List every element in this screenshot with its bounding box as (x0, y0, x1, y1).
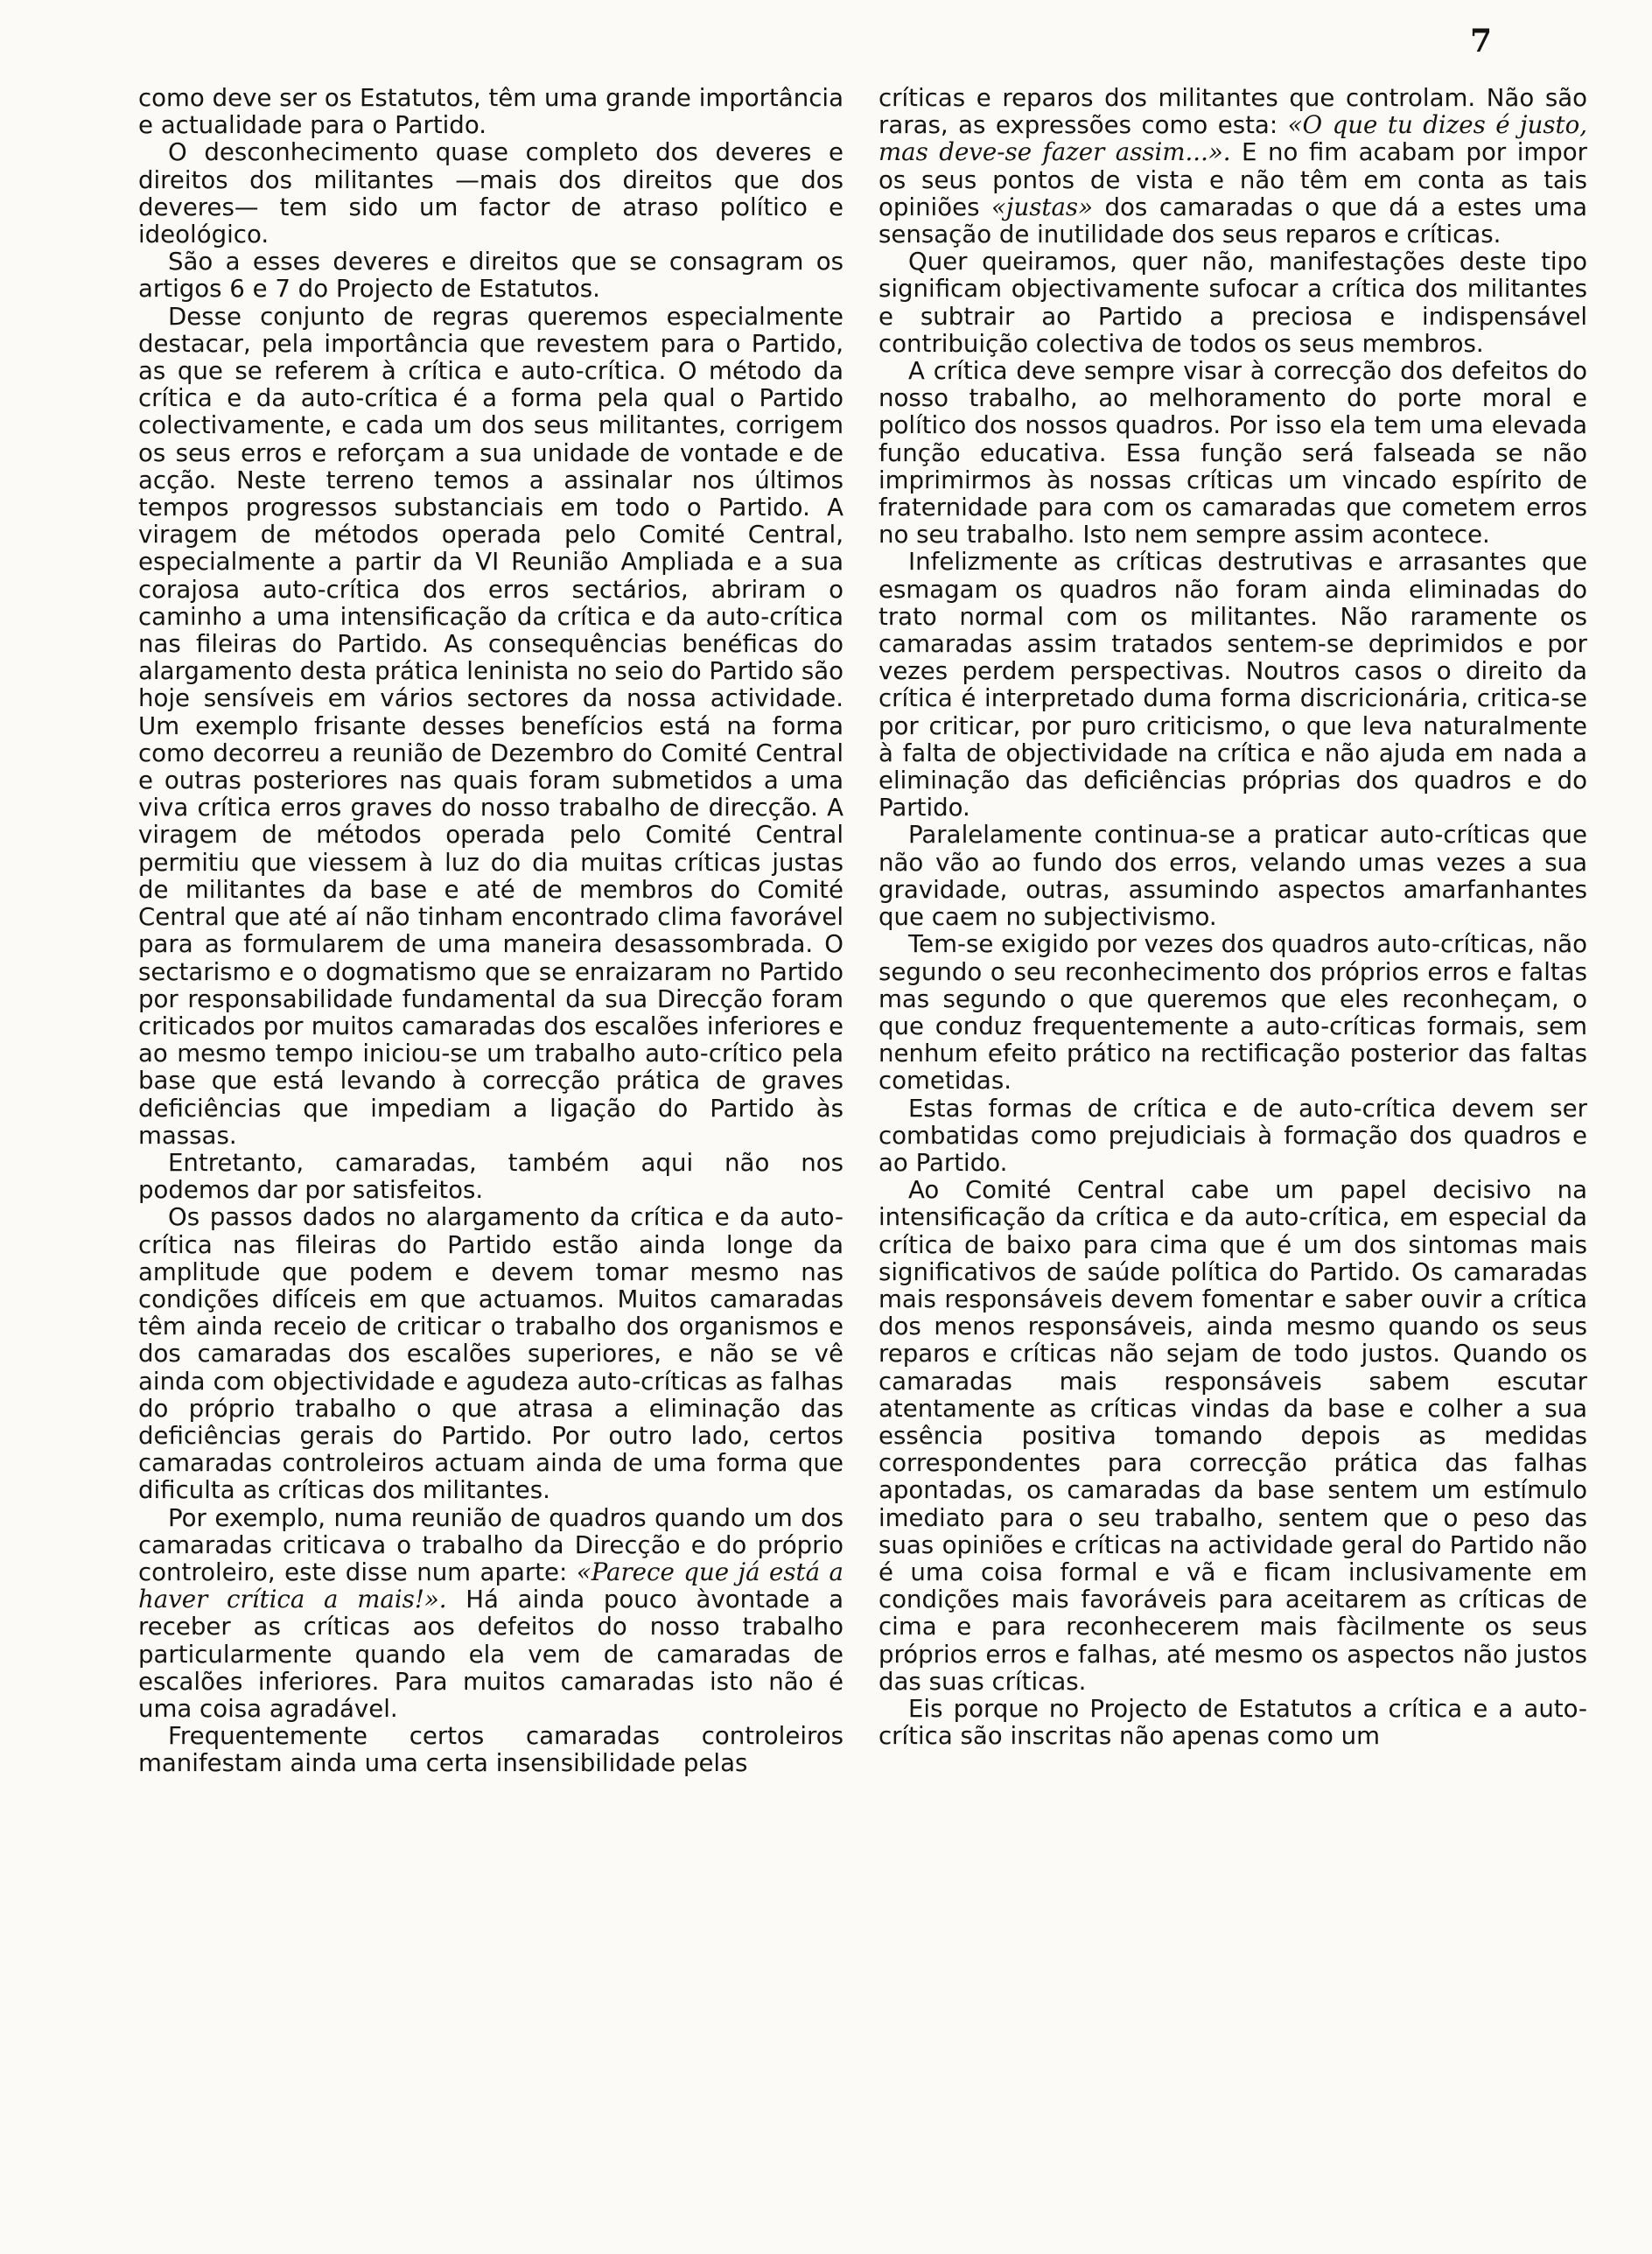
paragraph: Entretanto, camaradas, também aqui não nos podemos dar por satisfeitos. (138, 1147, 844, 1205)
paragraph: Infelizmente as críticas destrutivas e arrasantes que esmagam os quadros não foram ainda eliminadas do trato normal com os militantes. Não raramente os camaradas assim tratados sentem-se deprimidos e por vezes perdem perspectivas. Noutros casos o direito da crítica é interpretado duma forma discricionária, critica-se por criticar, por puro criticismo, o que leva naturalmente à falta de objectividade na crítica e não ajuda em nada a eliminação das deficiências próprias dos quadros e do Partido. (878, 547, 1587, 822)
text-run: E no fim acabam por impor os seus pontos de vista e não têm em conta as tais opiniões (878, 137, 1587, 221)
italic-quote: «O que tu dizes é justo, mas deve-se fazer assim...». (878, 110, 1587, 167)
italic-quote: «justas» (991, 192, 1093, 221)
text-run: Por exemplo, numa reunião de quadros quando um dos camaradas criticava o trabalho da Direcção e do próprio controleiro, este disse num aparte: (138, 1502, 844, 1586)
text-run: dos camaradas o que dá a estes uma sensação de inutilidade dos seus reparos e críticas. (878, 192, 1587, 249)
page-number: 7 (1470, 23, 1493, 60)
paragraph: Desse conjunto de regras queremos especialmente destacar, pela importância que revestem para o Partido, as que se referem à crítica e auto-crítica. O método da crítica e da auto-crítica é a forma pela qual o Partido colectivamente, e cada um dos seus militantes, corrigem os seus erros e reforçam a sua unidade de vontade e de acção. Neste terreno temos a assinalar nos últimos tempos progressos substanciais em todo o Partido. A viragem de métodos operada pelo Comité Central, especialmente a partir da VI Reunião Ampliada e a sua corajosa auto-crítica dos erros sectários, abriram o caminho a uma intensificação da crítica e da auto-crítica nas fileiras do Partido. As consequências benéficas do alargamento desta prática leninista no seio do Partido são hoje sensíveis em vários sectores da nossa actividade. Um exemplo frisante desses benefícios está na forma como decorreu a reunião de Dezembro do Comité Central e outras posteriores nas quais foram submetidos a uma viva crítica erros graves do nosso trabalho de direcção. A viragem de métodos operada pelo Comité Central permitiu que viessem à luz do dia muitas críticas justas de militantes da base e até de membros do Comité Central que até aí não tinham encontrado clima favorável para as formularem de uma maneira desassombrada. O sectarismo e o dogmatismo que se enraizaram no Partido por responsabilidade fundamental da sua Direcção foram criticados por muitos camaradas dos escalões inferiores e ao mesmo tempo iniciou-se um trabalho auto-crítico pela base que está levando à correcção prática de graves deficiências que impediam a ligação do Partido às massas. (138, 301, 844, 1150)
paragraph: Estas formas de crítica e de auto-crítica devem ser combatidas como prejudiciais à formação dos quadros e ao Partido. (878, 1093, 1587, 1177)
italic-quote: «Parece que já está a haver crítica a mais!». (138, 1557, 844, 1614)
paragraph: Frequentemente certos camaradas controleiros manifestam ainda uma certa insensibilidade pelas (138, 1721, 844, 1778)
text-run: críticas e reparos dos militantes que controlam. Não são raras, as expressões como esta: (878, 84, 1587, 140)
paragraph: São a esses deveres e direitos que se consagram os artigos 6 e 7 do Projecto de Estatutos. (138, 247, 844, 304)
paragraph: Tem-se exigido por vezes dos quadros auto-críticas, não segundo o seu reconhecimento dos próprios erros e faltas mas segundo o que queremos que eles reconheçam, o que conduz frequentemente a auto-críticas formais, sem nenhum efeito prático na rectificação posterior das faltas cometidas. (878, 929, 1587, 1096)
paragraph: A crítica deve sempre visar à correcção dos defeitos do nosso trabalho, ao melhoramento do porte moral e político dos nossos quadros. Por isso ela tem uma elevada função educativa. Essa função será falseada se não imprimirmos às nossas críticas um vincado espírito de fraternidade para com os camaradas que cometem erros no seu trabalho. Isto nem sempre assim acontece. (878, 356, 1587, 550)
paragraph: Paralelamente continua-se a praticar auto-críticas que não vão ao fundo dos erros, velando umas vezes a sua gravidade, outras, assumindo aspectos amarfanhantes que caem no subjectivismo. (878, 820, 1587, 932)
text-run: Há ainda pouco àvontade a receber as críticas aos defeitos do nosso trabalho particularmente quando ela vem de camaradas de escalões inferiores. Para muitos camaradas isto não é uma coisa agradável. (138, 1585, 844, 1723)
paragraph: Quer queiramos, quer não, manifestações deste tipo significam objectivamente sufocar a crítica dos militantes e subtrair ao Partido a preciosa e indispensável contribuição colectiva de todos os seus membros. (878, 247, 1587, 358)
left-column (138, 84, 844, 2219)
paragraph: como deve ser os Estatutos, têm uma grande importância e actualidade para o Partido. (138, 84, 844, 140)
paragraph: O desconhecimento quase completo dos deveres e direitos dos militantes —mais dos direitos que dos deveres— tem sido um factor de atraso político e ideológico. (138, 137, 844, 249)
paragraph: Eis porque no Projecto de Estatutos a crítica e a auto-crítica são inscritas não apenas como um (878, 1693, 1587, 1751)
paragraph (878, 84, 1587, 248)
paragraph: Os passos dados no alargamento da crítica e da auto-crítica nas fileiras do Partido estão ainda longe da amplitude que podem e devem tomar mesmo nas condições difíceis em que actuamos. Muitos camaradas têm ainda receio de criticar o trabalho dos organismos e dos camaradas dos escalões superiores, e não se vê ainda com objectividade e agudeza auto-críticas as falhas do próprio trabalho o que atrasa a eliminação das deficiências gerais do Partido. Por outro lado, certos camaradas controleiros actuam ainda de uma forma que dificulta as críticas dos militantes. (138, 1202, 844, 1505)
paragraph (138, 1504, 844, 1723)
right-column (878, 84, 1587, 2219)
paragraph: Ao Comité Central cabe um papel decisivo na intensificação da crítica e da auto-crítica, em especial da crítica de baixo para cima que é um dos sintomas mais significativos de saúde política do Partido. Os camaradas mais responsáveis devem fomentar e saber ouvir a crítica dos menos responsáveis, ainda mesmo quando os seus reparos e críticas não sejam de todo justos. Quando os camaradas mais responsáveis sabem escutar atentamente as críticas vindas da base e colher a sua essência positiva tomando depois as medidas correspondentes para correcção prática das falhas apontadas, os camaradas da base sentem um estímulo imediato para o seu trabalho, sentem que o peso das suas opiniões e críticas na actividade geral do Partido não é uma coisa formal e vã e ficam inclusivamente em condições mais favoráveis para aceitarem as críticas de cima e para reconhecerem mais fàcilmente os seus próprios erros e falhas, até mesmo os aspectos não justos das suas críticas. (878, 1175, 1587, 1696)
